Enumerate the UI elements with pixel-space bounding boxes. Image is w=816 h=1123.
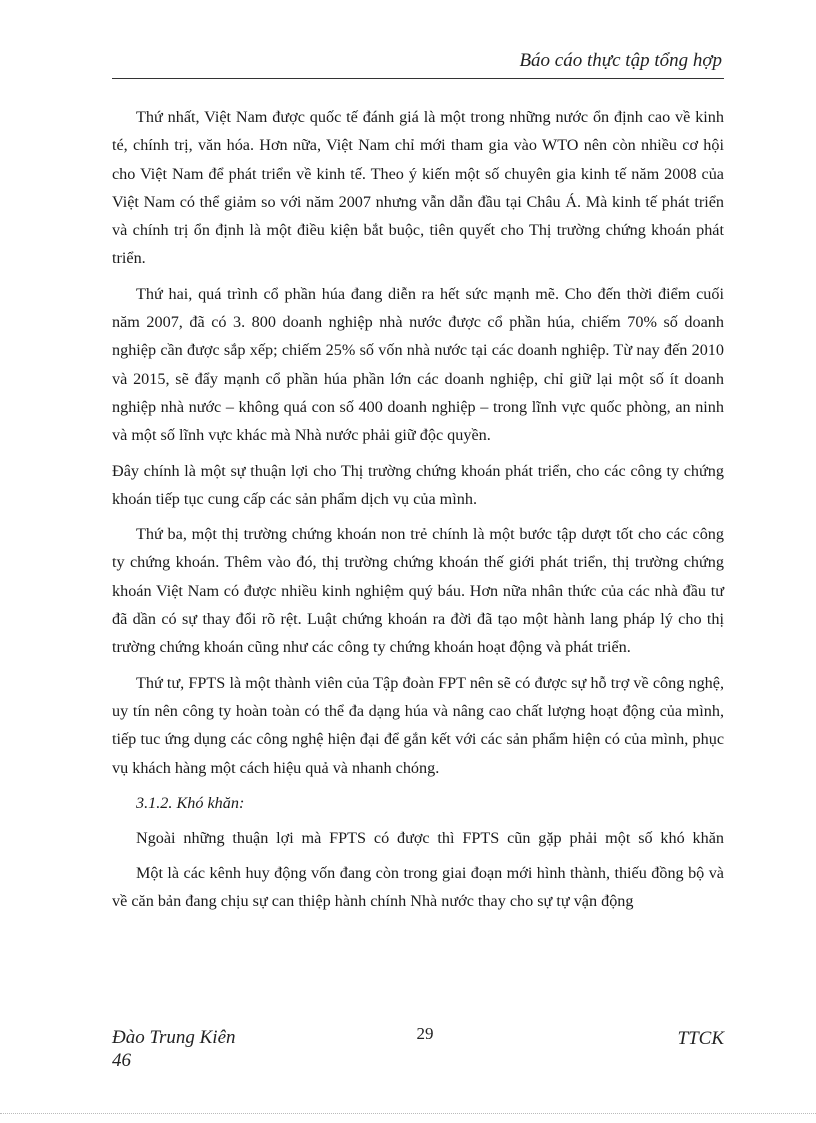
page-edge-divider [0, 1113, 816, 1114]
document-body [112, 103, 724, 923]
page-number: 29 [416, 1024, 434, 1043]
header-rule [112, 78, 724, 79]
footer-author [112, 1026, 236, 1072]
paragraph-ngoai-nhung: Ngoài những thuận lợi mà FPTS có được thì FPTS cũn gặp phải một số khó khăn [136, 828, 724, 847]
paragraph-thu-nhat: Thứ nhất, Việt Nam được quốc tế đánh giá là một trong những nước ổn định cao về kinh té, chính trị, văn hóa. Hơn nữa, Việt Nam chỉ mới tham gia vào WTO nên còn nhiều cơ hội cho Việt Nam để phát triển về kinh tế. Theo ý kiến một số chuyên gia kinh tế năm 2008 của Việt Nam có thể giảm so với năm 2007 nhưng vẫn dẫn đầu tại Châu Á. Mà kinh tế phát triển và chính trị ổn định là một điều kiện bắt buộc, tiên quyết cho Thị trường chứng khoán phát triển. [112, 108, 724, 268]
footer-author-name: Đào Trung Kiên [112, 1027, 236, 1048]
paragraph-day-chinh-la: Đây chính là một sự thuận lợi cho Thị trường chứng khoán phát triển, cho các công ty chứng khoán tiếp tục cung cấp các sản phẩm dịch vụ của mình. [112, 461, 724, 508]
paragraph-thu-ba: Thứ ba, một thị trường chứng khoán non trẻ chính là một bước tập dượt tốt cho các công ty chứng khoán. Thêm vào đó, thị trường chứng khoán thế giới phát triển, thị trường chứng khoán Việt Nam có được nhiều kinh nghiệm quý báu. Hơn nữa nhân thức của các nhà đầu tư đã dần có sự thay đổi rõ rệt. Luật chứng khoán ra đời đã tạo một hành lang pháp lý cho thị trường chứng khoán cũng như các công ty chứng khoán hoạt động và phát triển. [112, 525, 724, 657]
paragraph-thu-hai: Thứ hai, quá trình cổ phần húa đang diễn ra hết sức mạnh mẽ. Cho đến thời điểm cuối năm 2007, đã có 3. 800 doanh nghiệp nhà nước được cổ phần húa, chiếm 70% số doanh nghiệp cần được sắp xếp; chiếm 25% số vốn nhà nước tại các doanh nghiệp. Từ nay đến 2010 và 2015, sẽ đẩy mạnh cổ phần húa phần lớn các doanh nghiệp, chỉ giữ lại một số ít doanh nghiệp nhà nước – không quá con số 400 doanh nghiệp – trong lĩnh vực quốc phòng, an ninh và một số lĩnh vực khác mà Nhà nước phải giữ độc quyền. [112, 284, 724, 445]
section-heading-kho-khan: 3.1.2. Khó khăn: [136, 793, 245, 812]
paragraph-mot-la: Một là các kênh huy động vốn đang còn trong giai đoạn mới hình thành, thiếu đồng bộ và về căn bản đang chịu sự can thiệp hành chính Nhà nước thay cho sự tự vận động [112, 864, 724, 911]
footer-author-number: 46 [112, 1050, 131, 1071]
footer-right-label: TTCK [677, 1028, 724, 1049]
paragraph-thu-tu: Thứ tư, FPTS là một thành viên của Tập đoàn FPT nên sẽ có được sự hỗ trợ về công nghệ, uy tín nên công ty hoàn toàn có thể đa dạng húa và nâng cao chất lượng hoạt động của mình, tiếp tuc ứng dụng các công nghệ hiện đại để gắn kết với các sản phẩm hiện có của mình, phục vụ khách hàng một cách hiệu quả và nhanh chóng. [112, 673, 724, 777]
running-header-title: Báo cáo thực tập tổng hợp [519, 50, 722, 71]
